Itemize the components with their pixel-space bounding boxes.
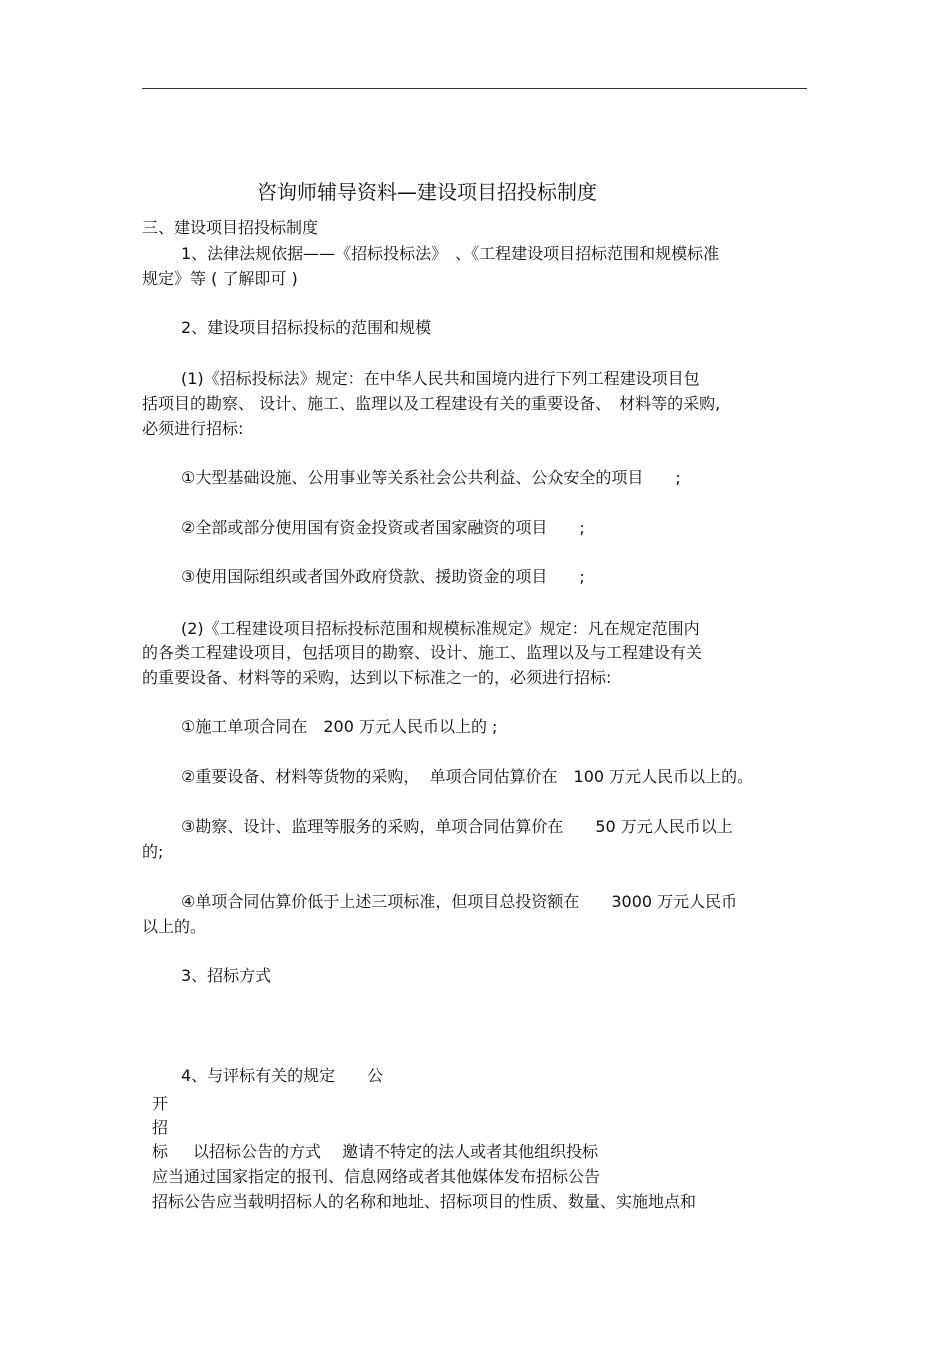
table-cell-text: 以招标公告的方式 邀请不特定的法人或者其他组织投标	[193, 1142, 599, 1161]
subheading: 2、建设项目招标投标的范围和规模	[181, 318, 432, 337]
paragraph-line: 1、法律法规依据——《招标投标法》 、《工程建设项目招标范围和规模标准	[181, 244, 720, 263]
paragraph-line: 规定》等 ( 了解即可 )	[142, 269, 298, 288]
list-item: ③使用国际组织或者国外政府贷款、援助资金的项目 ;	[181, 567, 585, 586]
table-cell-text: 应当通过国家指定的报刊、信息网络或者其他媒体发布招标公告	[152, 1167, 601, 1186]
section-heading: 三、建设项目招投标制度	[142, 218, 319, 237]
list-item: ②重要设备、材料等货物的采购， 单项合同估算价在 100 万元人民币以上的。	[181, 767, 754, 786]
paragraph-line: 必须进行招标:	[142, 419, 244, 438]
paragraph-line: 的重要设备、材料等的采购，达到以下标准之一的，必须进行招标:	[142, 668, 612, 687]
table-cell-label: 开	[152, 1094, 169, 1113]
paragraph-line: (1)《招标投标法》规定：在中华人民共和国境内进行下列工程建设项目包	[181, 369, 700, 388]
list-item: ②全部或部分使用国有资金投资或者国家融资的项目 ;	[181, 518, 585, 537]
header-rule	[142, 88, 807, 89]
subheading: 3、招标方式	[181, 966, 272, 985]
list-item: ①施工单项合同在 200 万元人民币以上的 ;	[181, 717, 498, 736]
list-item-continuation: 的;	[142, 842, 164, 861]
table-cell-label: 招	[152, 1118, 169, 1137]
list-item: ①大型基础设施、公用事业等关系社会公共利益、公众安全的项目 ;	[181, 468, 681, 487]
page-title: 咨询师辅导资料—建设项目招投标制度	[257, 180, 597, 204]
paragraph-line: 的各类工程建设项目，包括项目的勘察、设计、施工、监理以及与工程建设有关	[142, 643, 703, 662]
paragraph-line: 括项目的勘察、 设计、施工、监理以及工程建设有关的重要设备、 材料等的采购,	[142, 394, 721, 413]
table-cell-text: 招标公告应当载明招标人的名称和地址、招标项目的性质、数量、实施地点和	[152, 1192, 697, 1211]
list-item-continuation: 以上的。	[142, 917, 207, 936]
list-item: ③勘察、设计、监理等服务的采购，单项合同估算价在 50 万元人民币以上	[181, 817, 733, 836]
subheading: 4、与评标有关的规定 公	[181, 1066, 384, 1085]
list-item: ④单项合同估算价低于上述三项标准，但项目总投资额在 3000 万元人民币	[181, 892, 738, 911]
table-cell-label: 标	[152, 1142, 169, 1161]
paragraph-line: (2)《工程建设项目招标投标范围和规模标准规定》规定：凡在规定范围内	[181, 619, 700, 638]
